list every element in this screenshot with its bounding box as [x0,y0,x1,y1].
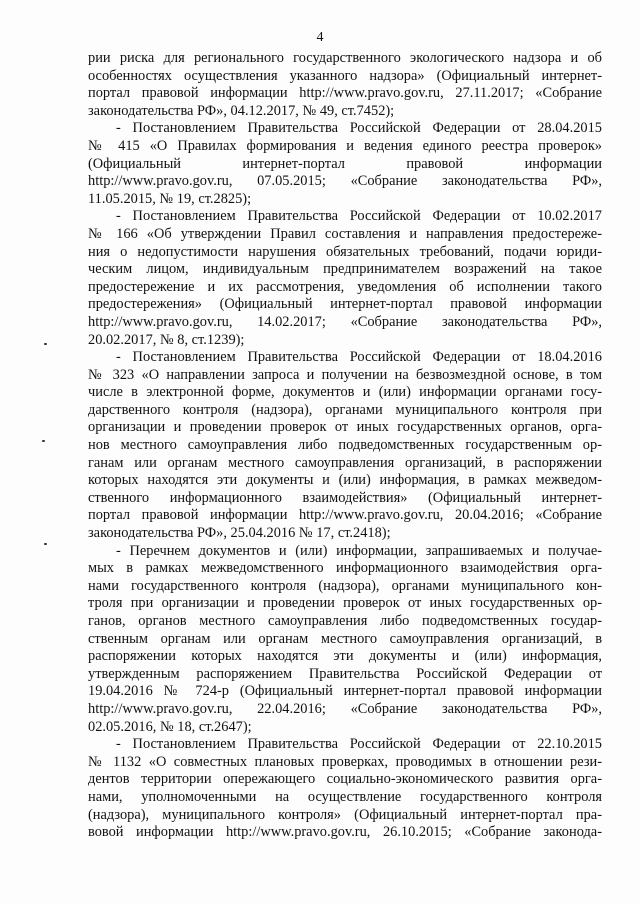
text-line: (надзора), муниципального контроля» (Официальный интернет-портал пра- [88,806,602,823]
text-line: - Перечнем документов и (или) информации, запрашиваемых и получае- [116,542,602,559]
text-line: ственным органам или органам местного самоуправления организаций, в [88,630,602,647]
text-line: нами, уполномоченными на осуществление государственного контроля [88,788,602,805]
text-line: нами государственного контроля (надзора), органами муниципального кон- [88,577,602,594]
text-line: утвержденным распоряжением Правительства Российской Федерации от [88,665,602,682]
text-line: 19.04.2016 № 724-р (Официальный интернет-портал правовой информации [88,683,602,700]
text-line: № 323 «О направлении запроса и получении на безвозмездной основе, в том [88,366,602,383]
text-line: 02.05.2016, № 18, ст.2647); [88,718,252,735]
text-line: особенностях осуществления указанного надзора» (Официальный интернет- [88,67,602,84]
paragraph [88,543,602,737]
paragraph [88,349,602,543]
text-line: предостережения» (Официальный интернет-портал правовой информации [88,296,602,313]
text-line: 20.02.2017, № 8, ст.1239); [88,331,245,348]
text-line: которых находятся эти документы и (или) информация, в рамках межведом- [88,472,602,489]
text-line: ственного информационного взаимодействия» (Официальный интернет- [88,489,602,506]
scan-speck [44,343,47,345]
text-line: ганов, органов местного самоуправления либо подведомственных государ- [88,613,602,629]
text-line: № 166 «Об утверждении Правил составления и направления предостереже- [88,225,602,242]
page-number: 4 [316,30,324,45]
text-line: (Официальный интернет-портал правовой информации [88,155,602,172]
text-line: ческим лицом, индивидуальным предпринимателем возражений на такое [88,261,602,278]
text-line: - Постановлением Правительства Российской Федерации от 28.04.2015 [116,120,602,137]
text-line: вовой информации http://www.pravo.gov.ru, 26.10.2015; «Собрание законода- [88,824,602,841]
text-line: законодательства РФ», 04.12.2017, № 49, ст.7452); [88,102,395,119]
text-line: http://www.pravo.gov.ru, 14.02.2017; «Собрание законодательства РФ», [88,313,602,330]
text-line: организации и проведении проверок от иных государственных органов, орга- [88,419,602,436]
text-line: дарственного контроля (надзора), органами муниципального контроля при [88,401,602,418]
text-line: мых в рамках межведомственного информационного взаимодействия орга- [88,560,602,577]
document-body [88,50,602,842]
paragraph [88,736,602,842]
scan-speck [42,440,45,442]
text-line: портал правовой информации http://www.pravo.gov.ru, 20.04.2016; «Собрание [88,507,602,524]
text-line: троля при организации и проведении проверок от иных государственных ор- [88,595,602,612]
scan-speck [44,543,47,545]
text-line: ния о недопустимости нарушения обязательных требований, подачи юриди- [88,243,602,260]
text-line: № 1132 «О совместных плановых проверках, проводимых в отношении рези- [88,753,602,770]
text-line: http://www.pravo.gov.ru, 22.04.2016; «Собрание законодательства РФ», [88,700,602,717]
text-line: - Постановлением Правительства Российской Федерации от 10.02.2017 [116,208,602,225]
paragraph [88,120,602,208]
text-line: № 415 «О Правилах формирования и ведения единого реестра проверок» [88,137,602,154]
text-line: нов местного самоуправления либо подведомственных государственным ор- [88,437,602,454]
text-line: 11.05.2015, № 19, ст.2825); [88,190,252,207]
text-line: рии риска для регионального государственного экологического надзора и об [88,50,602,66]
text-line: дентов территории опережающего социально-экономического развития орга- [88,771,602,788]
text-line: распоряжении которых находятся эти документы и (или) информация, [88,648,602,665]
text-line: - Постановлением Правительства Российской Федерации от 18.04.2016 [116,349,602,366]
text-line: числе в электронной форме, документов и (или) информации органами госу- [88,384,602,401]
paragraph [88,50,602,120]
text-line: портал правовой информации http://www.pravo.gov.ru, 27.11.2017; «Собрание [88,85,602,102]
text-line: - Постановлением Правительства Российской Федерации от 22.10.2015 [116,736,602,753]
text-line: предостережение и их рассмотрения, уведомления об исполнении такого [88,278,602,295]
text-line: ганам или органам местного самоуправления организаций, в распоряжении [88,454,602,471]
text-line: законодательства РФ», 25.04.2016 № 17, ст.2418); [88,525,391,542]
paragraph [88,208,602,349]
text-line: http://www.pravo.gov.ru, 07.05.2015; «Собрание законодательства РФ», [88,173,602,190]
